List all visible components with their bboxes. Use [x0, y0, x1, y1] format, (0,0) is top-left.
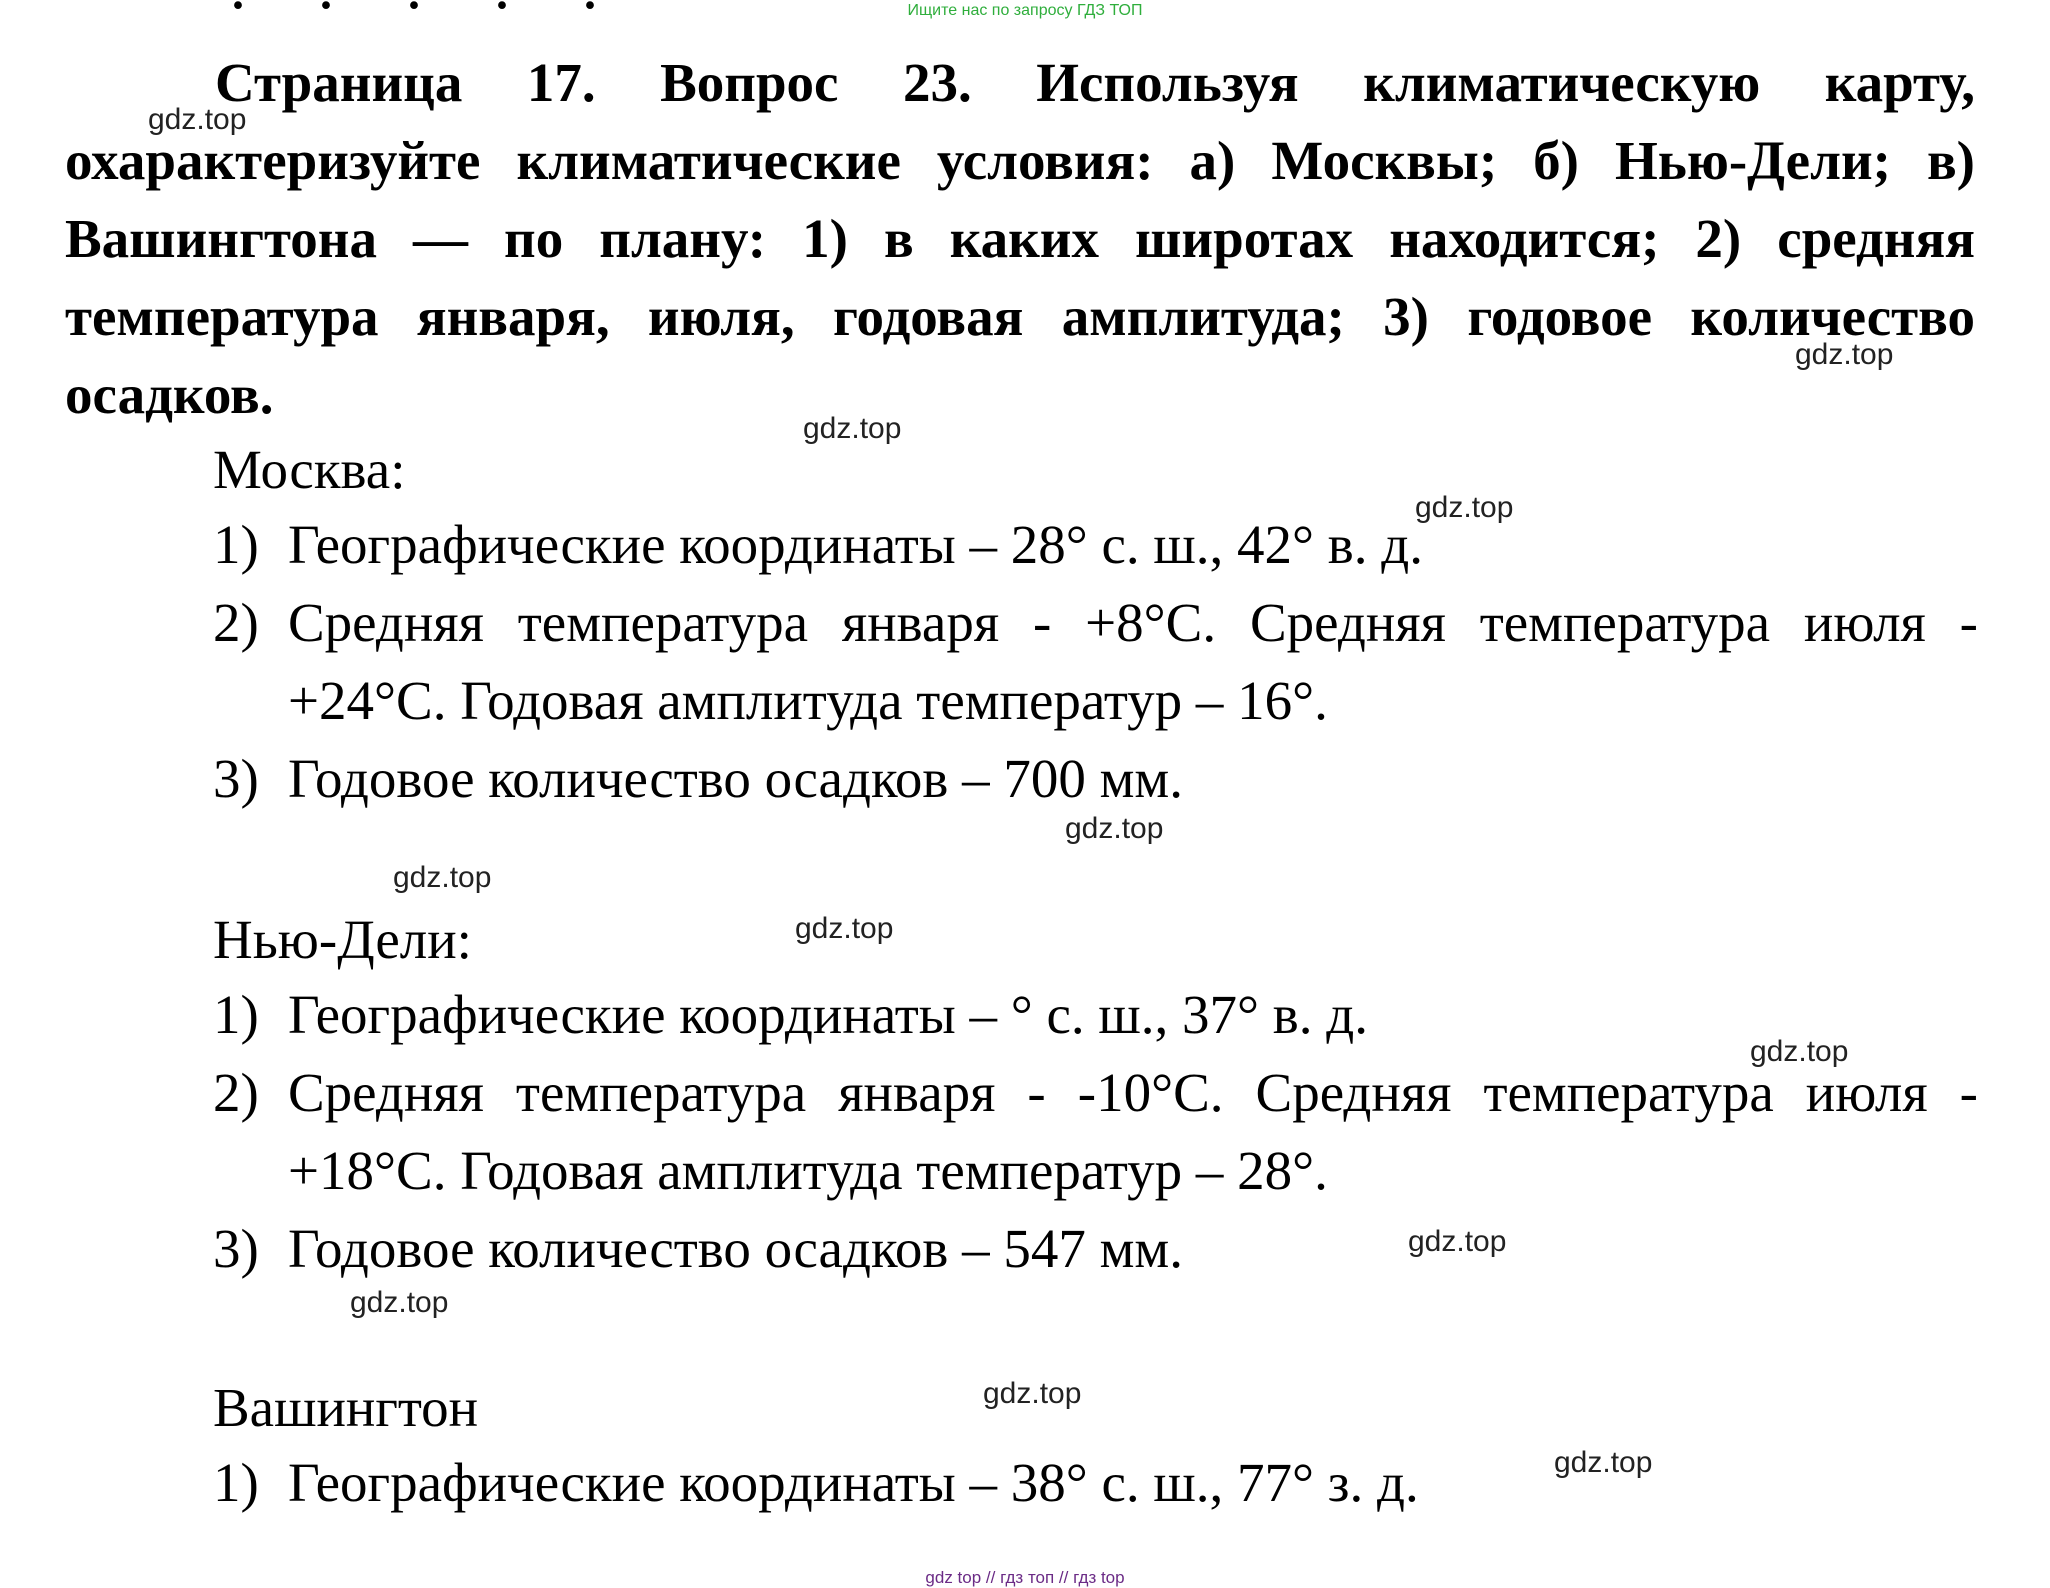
- watermark: gdz.top: [350, 1286, 449, 1319]
- question-text: Страница 17. Вопрос 23. Используя климатическую карту, охарактеризуйте климатические условия: а) Москвы; б) Нью-Дели; в) Вашингтона — по плану: 1) в каких широтах находится; 2) средняя температура января, июля, годовая амплитуда; 3) годовое количество осадков.: [65, 52, 1975, 425]
- watermark: gdz.top: [1408, 1225, 1507, 1258]
- item-text: Географические координаты – 28° с. ш., 42° в. д.: [288, 514, 1423, 575]
- item-text: Средняя температура января - -10°С. Средняя температура июля - +18°С. Годовая амплитуда температур – 28°.: [288, 1062, 1978, 1201]
- item-number: 2): [213, 1062, 259, 1123]
- list-item: [213, 1054, 1978, 1210]
- item-number: 1): [213, 1452, 259, 1513]
- watermark: gdz.top: [393, 861, 492, 894]
- watermark: gdz.top: [983, 1377, 1082, 1410]
- top-banner[interactable]: Ищите нас по запросу ГДЗ ТОП: [907, 2, 1143, 19]
- list-item: [213, 1444, 1978, 1522]
- city-title-moscow: Москва:: [213, 439, 406, 500]
- list-item: [213, 506, 1978, 584]
- item-number: 1): [213, 984, 259, 1045]
- watermark: gdz.top: [1415, 491, 1514, 524]
- cropped-text-line: · · · · ·: [230, 0, 629, 32]
- item-text: Средняя температура января - +8°С. Средняя температура июля - +24°С. Годовая амплитуда температур – 16°.: [288, 592, 1978, 731]
- watermark: gdz.top: [803, 412, 902, 445]
- city-title-new-delhi: Нью-Дели:: [213, 909, 472, 970]
- list-item: [213, 740, 1978, 818]
- list-item: [213, 584, 1978, 740]
- watermark: gdz.top: [1795, 338, 1894, 371]
- watermark: gdz.top: [1554, 1446, 1653, 1479]
- watermark: gdz.top: [1750, 1035, 1849, 1068]
- item-number: 2): [213, 592, 259, 653]
- item-text: Годовое количество осадков – 547 мм.: [288, 1218, 1183, 1279]
- item-number: 1): [213, 514, 259, 575]
- item-text: Географические координаты – ° с. ш., 37° в. д.: [288, 984, 1368, 1045]
- watermark: gdz.top: [148, 103, 247, 136]
- item-text: Годовое количество осадков – 700 мм.: [288, 748, 1183, 809]
- item-text: Географические координаты – 38° с. ш., 77° з. д.: [288, 1452, 1419, 1513]
- list-item: [213, 976, 1978, 1054]
- list-item: [213, 1210, 1978, 1288]
- footer-links[interactable]: gdz top // гдз топ // гдз top: [925, 1568, 1125, 1587]
- item-number: 3): [213, 1218, 259, 1279]
- city-title-washington: Вашингтон: [213, 1377, 479, 1438]
- watermark: gdz.top: [1065, 812, 1164, 845]
- item-number: 3): [213, 748, 259, 809]
- watermark: gdz.top: [795, 912, 894, 945]
